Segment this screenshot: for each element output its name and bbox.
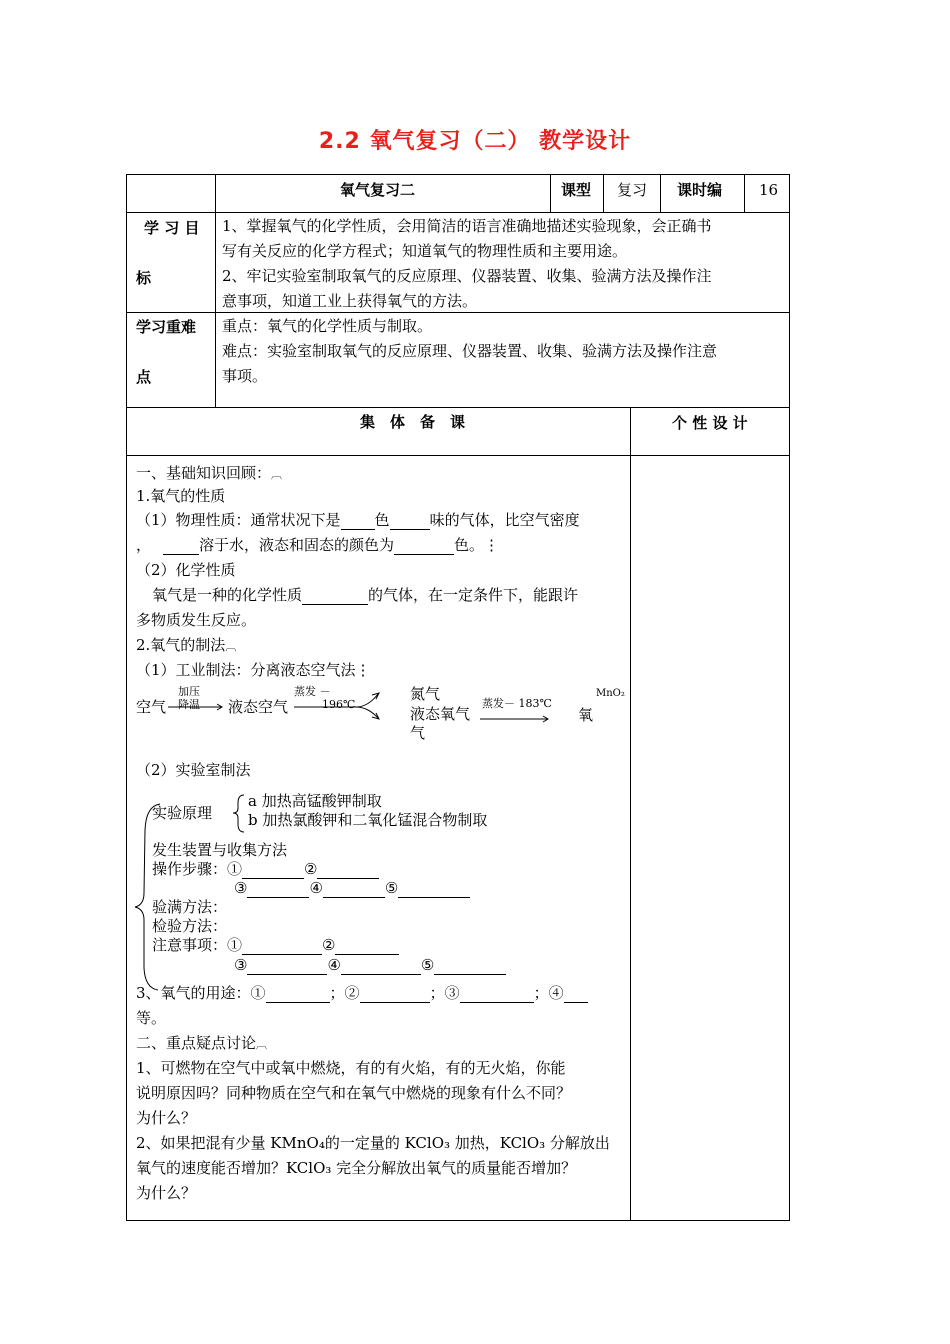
industrial-method-heading: （1）工业制法：分离液态空气法⋮ <box>136 661 371 679</box>
lab-test-method: 检验方法： <box>152 917 228 935</box>
group-prep-header: 集 体 备 课 <box>360 413 466 431</box>
question-1-line-2: 说明原因吗？同种物质在空气和在氧气中燃烧的现象有什么不同？ <box>136 1084 572 1102</box>
question-2-line-1: 2、如果把混有少量 KMnO₄的一定量的 KClO₃ 加热，KClO₃ 分解放出 <box>136 1134 610 1152</box>
lesson-topic: 氧气复习二 <box>340 181 416 199</box>
keypoints-line-3: 事项。 <box>222 367 268 385</box>
flow-liquid-air: 液态空气 <box>228 698 289 716</box>
lab-steps-line-2: ③ ④ ⑤ <box>234 878 470 898</box>
flow-catalyst: MnO₂ <box>596 688 625 699</box>
flow-temp-1: 196℃ <box>322 698 356 711</box>
objectives-line-4: 意事项，知道工业上获得氧气的方法。 <box>222 292 478 310</box>
objectives-label-1: 学 习 目 <box>144 219 200 237</box>
question-1-line-3: 为什么？ <box>136 1109 197 1127</box>
section-1-heading: 一、基础知识回顾：︹ <box>136 464 283 482</box>
uses-end: 等。 <box>136 1009 167 1027</box>
lab-principle-b: b 加热氯酸钾和二氧化锰混合物制取 <box>248 811 488 829</box>
flow-qi: 气 <box>410 724 426 742</box>
keypoints-label-2: 点 <box>136 368 152 386</box>
lab-braces <box>135 795 244 990</box>
uses-line: 3、氧气的用途：① ；② ；③ ；④ <box>136 983 588 1003</box>
lab-principle: 实验原理 <box>152 804 213 822</box>
chemical-properties-line-1: 氧气是一种的化学性质 的气体，在一定条件下，能跟许 <box>152 586 579 604</box>
flow-evaporate-2: 蒸发－ 183℃ <box>482 697 552 710</box>
flow-oxygen: 氧 <box>578 706 594 724</box>
question-1-line-1: 1、可燃物在空气中或氧中燃烧，有的有火焰，有的无火焰，你能 <box>136 1059 566 1077</box>
keypoints-line-1: 重点：氧气的化学性质与制取。 <box>222 317 433 335</box>
keypoints-label-1: 学习重难 <box>136 318 197 336</box>
keypoints-line-2: 难点：实验室制取氧气的反应原理、仪器装置、收集、验满方法及操作注意 <box>222 342 718 360</box>
oxygen-properties-heading: 1.氧气的性质 <box>136 487 226 505</box>
lab-method-heading: （2）实验室制法 <box>136 761 251 779</box>
personal-design-header: 个 性 设 计 <box>672 414 748 432</box>
objectives-line-3: 2、牢记实验室制取氧气的反应原理、仪器装置、收集、验满方法及操作注 <box>222 267 712 285</box>
period-value: 16 <box>759 181 779 199</box>
flow-nitrogen: 氮气 <box>410 685 441 703</box>
flow-cool: 降温 <box>178 698 200 711</box>
chemical-properties-heading: （2）化学性质 <box>136 561 236 579</box>
question-2-line-3: 为什么？ <box>136 1184 197 1202</box>
section-2-heading: 二、重点疑点讨论︹ <box>136 1034 268 1052</box>
question-2-line-2: 氧气的速度能否增加？KClO₃ 完全分解放出氧气的质量能否增加？ <box>136 1159 577 1177</box>
flow-liquid-oxygen: 液态氧气 <box>410 705 471 723</box>
flow-pressurize: 加压 <box>178 685 200 698</box>
physical-properties-line-1: （1）物理性质：通常状况下是 色 味的气体，比空气密度 <box>136 511 580 529</box>
lesson-type-label: 课型 <box>561 181 592 199</box>
objectives-line-1: 1、掌握氧气的化学性质，会用简洁的语言准确地描述实验现象，会正确书 <box>222 217 712 235</box>
lab-full-check: 验满方法： <box>152 898 228 916</box>
period-label: 课时编 <box>677 181 723 199</box>
objectives-label-2: 标 <box>136 269 152 287</box>
objectives-line-2: 写有关反应的化学方程式；知道氧气的物理性质和主要用途。 <box>222 242 628 260</box>
lab-steps-line-1: 操作步骤：① ② <box>152 859 379 879</box>
flow-air: 空气 <box>136 698 167 716</box>
physical-properties-line-2: ， 溶于水，液态和固态的颜色为 色。⋮ <box>136 536 500 554</box>
lab-notes-line-1: 注意事项：① ② <box>152 935 399 955</box>
lesson-type-value: 复习 <box>617 181 648 199</box>
lab-principle-a: a 加热高锰酸钾制取 <box>248 792 382 810</box>
flow-evaporate-1: 蒸发 － <box>294 685 331 698</box>
oxygen-preparation-heading: 2.氧气的制法︹ <box>136 636 237 654</box>
lab-apparatus: 发生装置与收集方法 <box>152 841 288 859</box>
chemical-properties-line-2: 多物质发生反应。 <box>136 611 257 629</box>
lab-notes-line-2: ③ ④ ⑤ <box>234 955 506 975</box>
page-title: 2.2 氧气复习（二） 教学设计 <box>318 129 632 154</box>
